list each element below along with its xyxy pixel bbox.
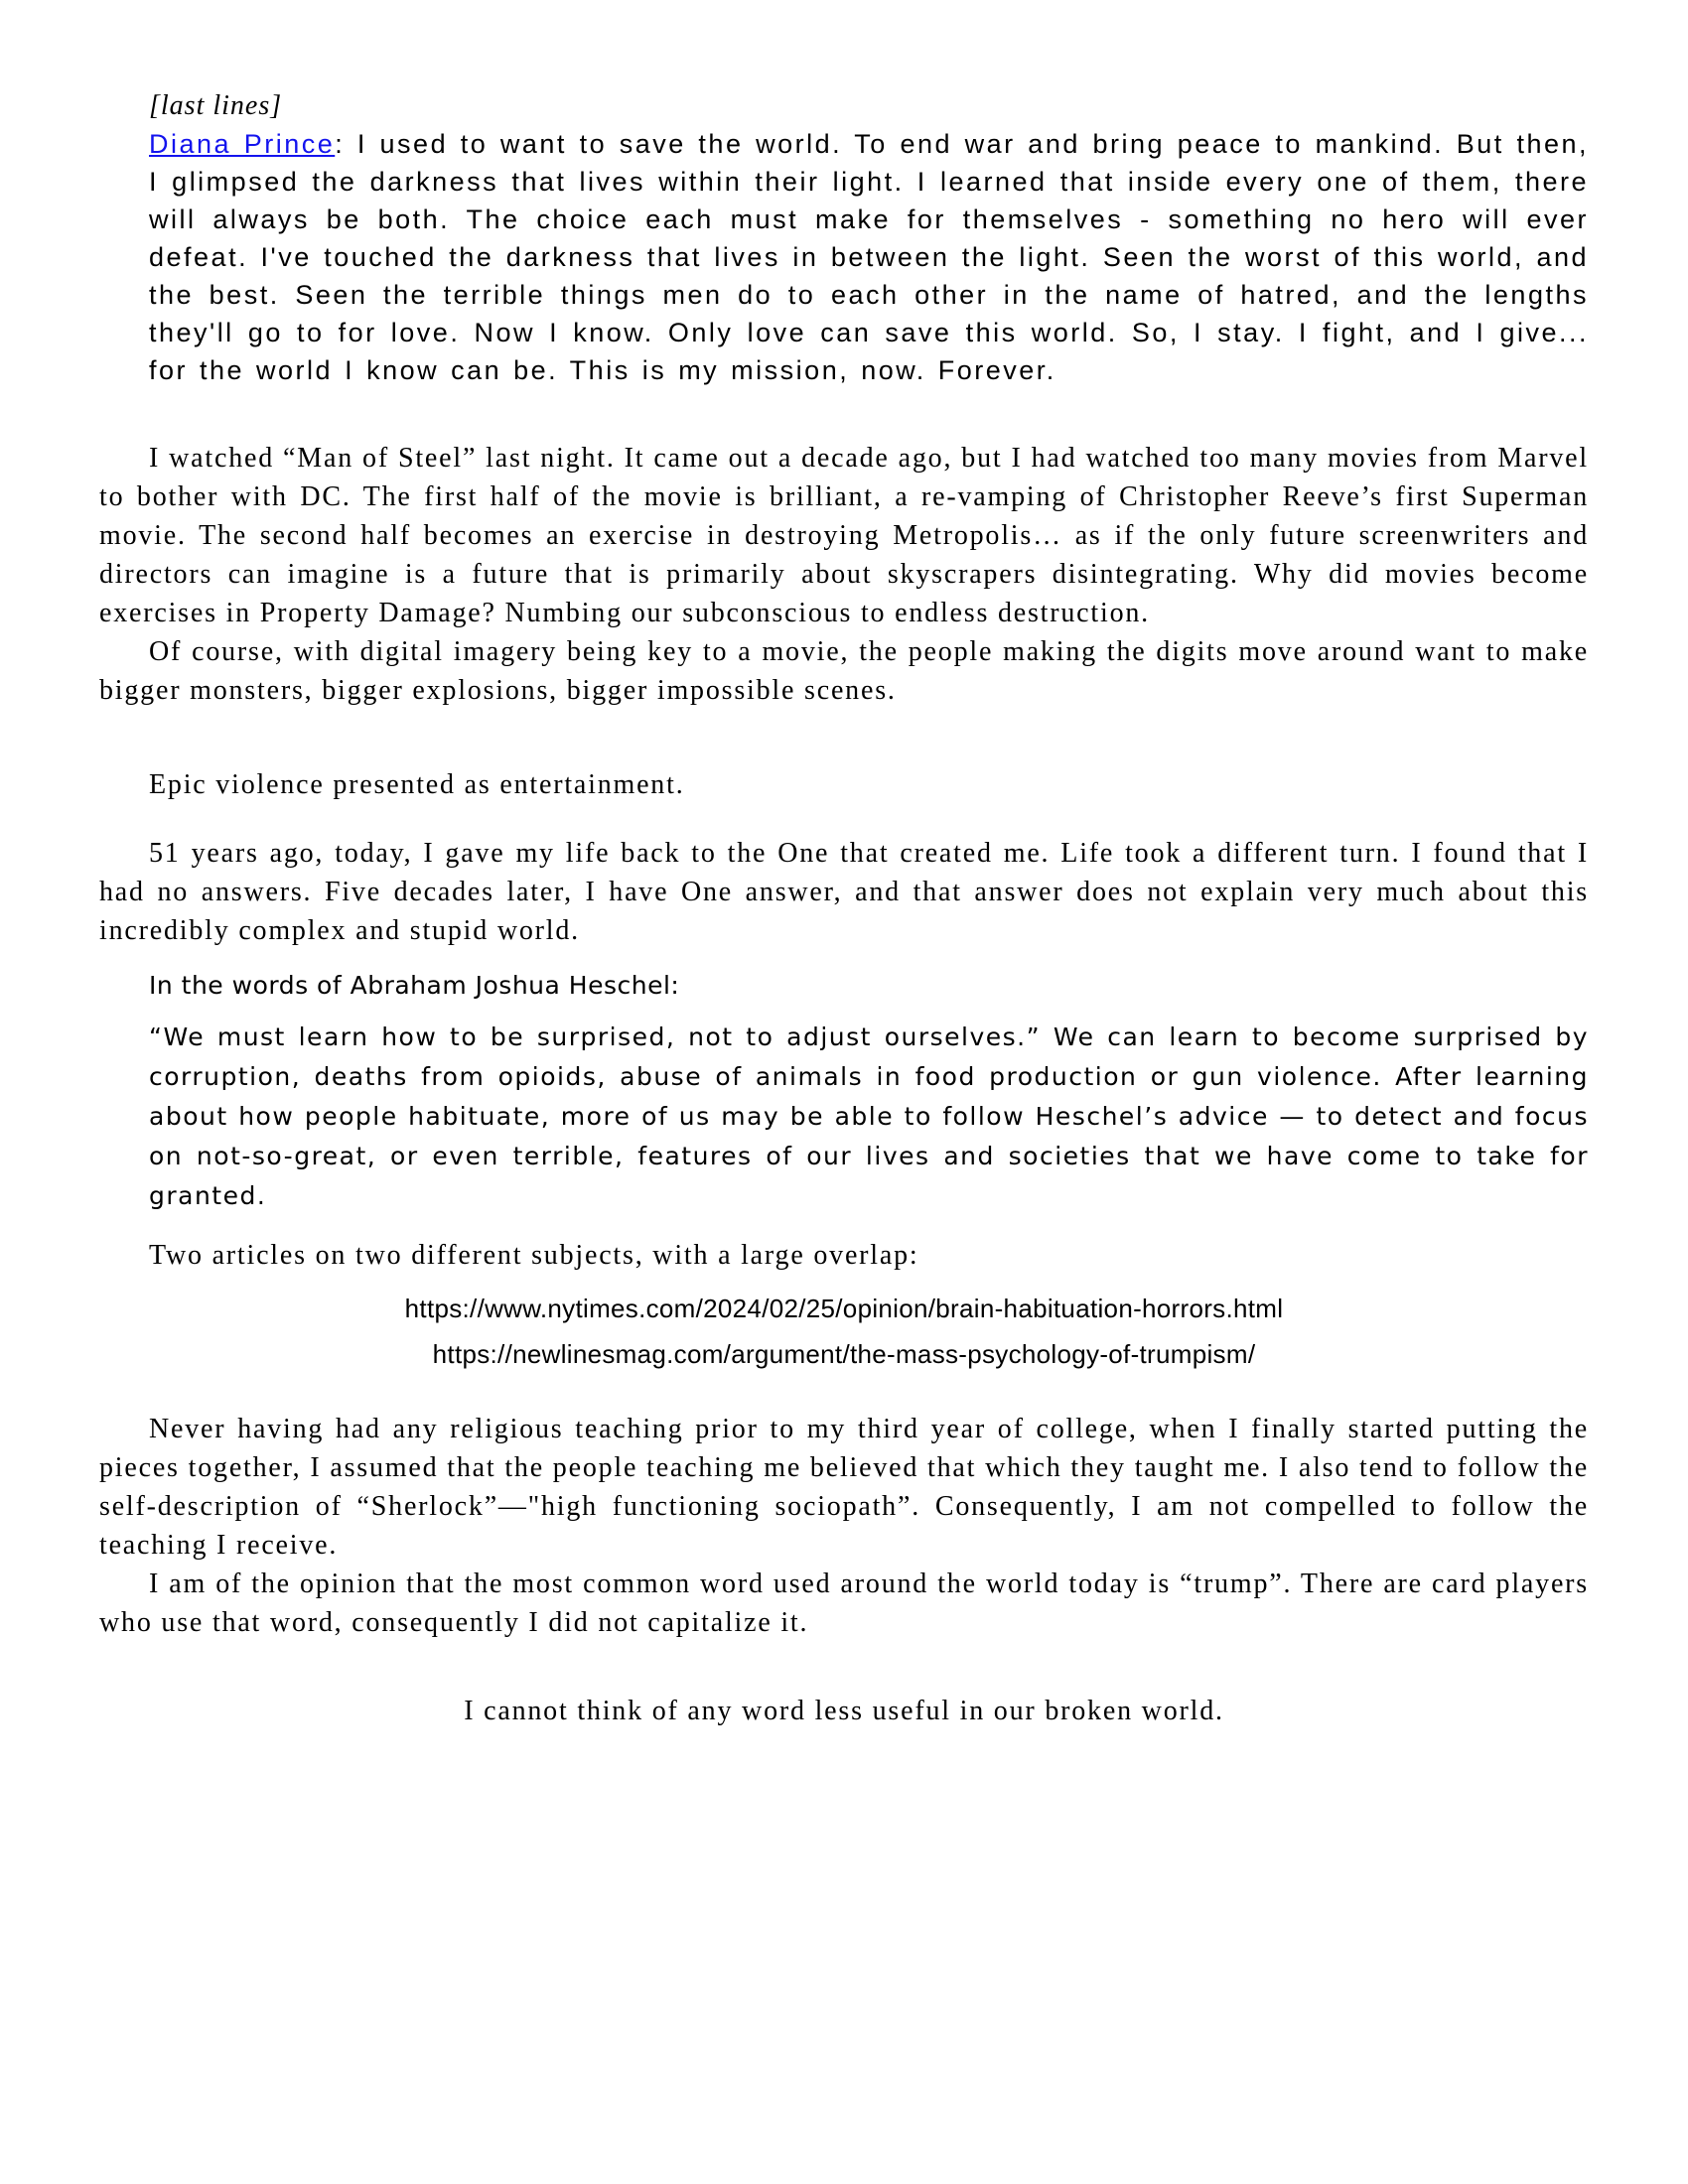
paragraph-man-of-steel: I watched “Man of Steel” last night. It came out a decade ago, but I had watched too many movies from Marvel to bother with DC. The first half of the movie is brilliant, a re-vamping of Christopher Reeve’s first Superman movie. The second half becomes an exercise in destroying Metropolis… as if the only future screenwriters and directors can imagine is a future that is primarily about skyscrapers disintegrating. Why did movies become exercises in Property Damage? Numbing our subconscious to endless destruction. [99, 443, 1589, 628]
paragraph-51-years: 51 years ago, today, I gave my life back to the One that created me. Life took a different turn. I found that I had no answers. Five decades later, I have One answer, and that answer does not explain very much about this incredibly complex and stupid world. [99, 838, 1589, 946]
paragraph-epic-violence: Epic violence presented as entertainment. [149, 769, 685, 800]
paragraph-digital-imagery: Of course, with digital imagery being key to a movie, the people making the digits move around want to make bigger monsters, bigger explosions, bigger impossible scenes. [99, 636, 1589, 706]
paragraph-never-having: Never having had any religious teaching prior to my third year of college, when I finally started putting the pieces together, I assumed that the people teaching me believed that which they taught me. I also tend to follow the self-description of “Sherlock”—"high functioning sociopath”. Consequently, I am not compelled to follow the teaching I receive. [99, 1414, 1589, 1561]
nytimes-url-text: https://www.nytimes.com/2024/02/25/opinion/brain-habituation-horrors.html [404, 1294, 1284, 1323]
movie-quote-paragraph [149, 125, 1589, 389]
stage-direction: [last lines] [149, 90, 283, 121]
diana-prince-link[interactable]: Diana Prince [149, 129, 336, 159]
paragraph-two-articles: Two articles on two different subjects, with a large overlap: [149, 1240, 919, 1271]
closing-line: I cannot think of any word less useful in our broken world. [464, 1696, 1224, 1726]
newlinesmag-url-text: https://newlinesmag.com/argument/the-mass-psychology-of-trumpism/ [432, 1339, 1256, 1369]
heschel-intro-line: In the words of Abraham Joshua Heschel: [149, 971, 680, 1000]
heschel-quote-paragraph: “We must learn how to be surprised, not to adjust ourselves.” We can learn to become surprised by corruption, deaths from opioids, abuse of animals in food production or gun violence. After learning about how people habituate, more of us may be able to follow Heschel’s advice — to detect and focus on not-so-great, or even terrible, features of our lives and societies that we have come to take for granted. [149, 1023, 1589, 1210]
paragraph-most-common-word: I am of the opinion that the most common word used around the world today is “trump”. There are card players who use that word, consequently I did not capitalize it. [99, 1569, 1589, 1638]
movie-quote-dialogue: : I used to want to save the world. To end war and bring peace to mankind. But then, I glimpsed the darkness that lives within their light. I learned that inside every one of them, there will always be both. The choice each must make for themselves - something no hero will ever defeat. I've touched the darkness that lives in between the light. Seen the worst of this world, and the best. Seen the terrible things men do to each other in the name of hatred, and the lengths they'll go to for love. Now I know. Only love can save this world. So, I stay. I fight, and I give... for the world I know can be. This is my mission, now. Forever. [149, 129, 1590, 385]
